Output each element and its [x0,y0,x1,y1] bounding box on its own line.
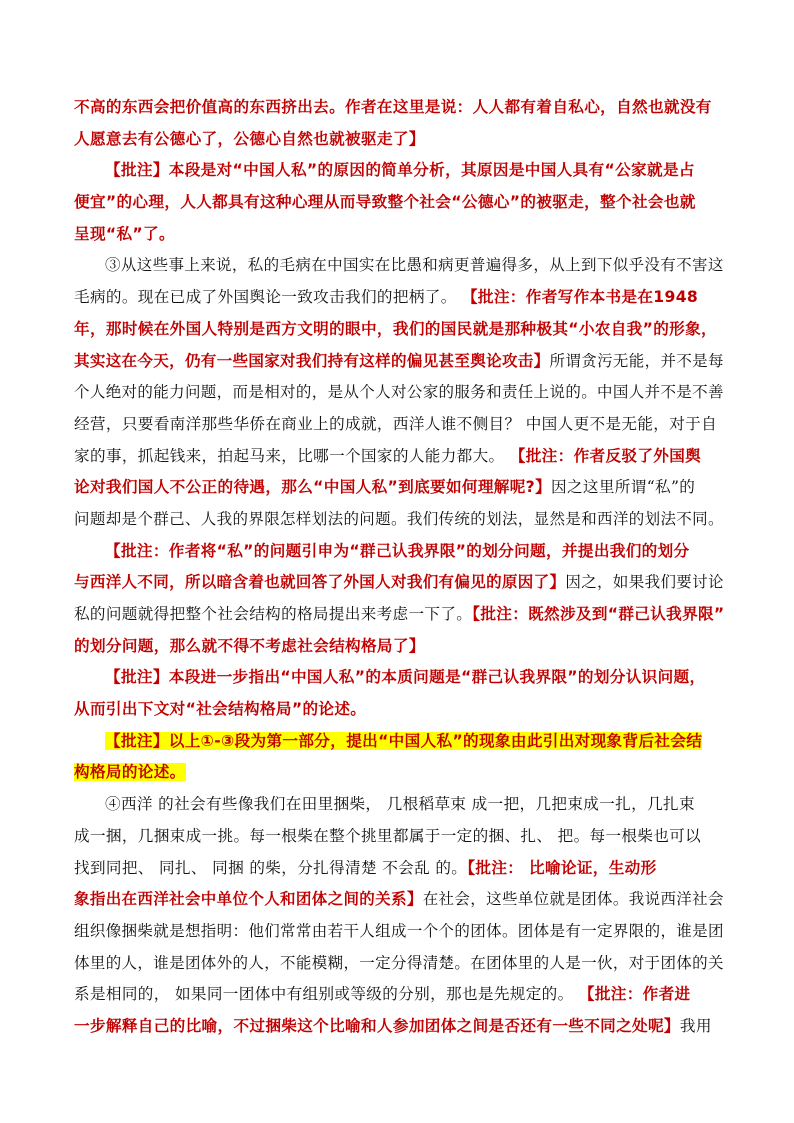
annotation-text: 【批注：作者进 [578,985,691,1004]
body-text: 体里的人，谁是团体外的人，不能模糊，一定分得清楚。在团体里的人是一伙，对于团体的关 [74,953,724,972]
body-text: 我用 [679,1016,712,1035]
text-line [74,409,724,441]
text-line [74,504,724,536]
text-line [74,662,724,694]
body-text: 在社会，这些单位就是团体。我说西洋社会 [422,890,724,909]
body-text: 私的问题就得把整个社会结构的格局提出来考虑一下了。 [74,605,473,623]
annotation-text: 年，那时候在外国人特别是西方文明的眼中，我们的国民就是那种极其“小农自我”的形象， [74,319,718,338]
text-line [74,219,724,251]
text-line [74,948,724,980]
text-line [74,155,724,187]
text-line [74,631,724,663]
annotation-text: 的划分问题，那么就不得不考虑社会结构格局了】 [74,636,425,655]
document-page [74,92,724,1043]
annotation-text: 【批注：作者写作本书是在1948 [461,288,699,307]
text-line [74,567,724,599]
text-line [74,789,724,821]
annotation-text: 其实这在今天，仍有一些国家对我们持有这样的偏见甚至舆论攻击】 [74,351,550,370]
annotation-text: 便宜”的心理，人人都具有这种心理从而导致整个社会“公德心”的被驱走，整个社会也就 [74,193,696,212]
annotation-text: 构格局的论述。 [74,763,186,782]
body-text: ④西洋 的社会有些像我们在田里捆柴， 几根稻草束 成一把，几把束成一扎，几扎束 [105,795,695,814]
body-text: 因之这里所谓“私”的 [551,478,696,497]
text-line [74,884,724,916]
annotation-text: 一步解释自己的比喻，不过捆柴这个比喻和人参加团体之间是否还有一些不同之处呢】 [74,1016,680,1035]
text-line [74,472,724,504]
annotation-text: 从而引出下文对“社会结构格局”的论述。 [74,700,367,719]
body-text: 因之，如果我们要讨论 [565,573,724,592]
annotation-text: 【批注】以上①-③段为第一部分，提出“中国人私”的现象由此引出对现象背后社会结 [105,731,703,750]
text-line [74,282,724,314]
text-line [74,853,724,885]
text-line [74,314,724,346]
text-line [74,916,724,948]
text-line [74,441,724,473]
annotation-text: 人愿意去有公德心了，公德心自然也就被驱走了】 [74,129,425,148]
body-text: ③从这些事上来说，私的毛病在中国实在比愚和病更普遍得多，从上到下似乎没有不害这 [105,256,724,275]
body-text: 成一捆，几捆束成一挑。每一根柴在整个挑里都属于一定的捆、扎、 把。每一根柴也可以 [74,826,702,845]
annotation-text: 与西洋人不同，所以暗含着也就回答了外国人对我们有偏见的原因了】 [74,573,566,592]
text-line [74,250,724,282]
body-text: 组织像捆柴就是想指明：他们常常由若干人组成一个个的团体。团体是有一定界限的，谁是团 [74,921,724,940]
annotation-text: 呈现“私”了。 [74,224,175,243]
annotation-text: 【批注： 比喻论证，生动形 [467,858,657,877]
text-line [74,694,724,726]
body-text: 找到同把、 同扎、 同捆 的柴，分扎得清楚 不会乱 的。 [74,858,468,877]
text-line [74,536,724,568]
body-text: 问题却是个群己、人我的界限怎样划法的问题。我们传统的划法，显然是和西洋的划法不同。 [74,509,724,528]
annotation-text: 【批注】本段进一步指出“中国人私”的本质问题是“群己认我界限”的划分认识问题， [105,668,706,687]
text-line [74,821,724,853]
body-text: 经营，只要看南洋那些华侨在商业上的成就，西洋人谁不侧目？ 中国人更不是无能，对于自 [74,414,718,433]
text-line [74,757,724,789]
body-text: 家的事，抓起钱来，拍起马来，比哪一个国家的人能力都大。 [74,446,510,465]
body-text: 系是相同的， 如果同一团体中有组别或等级的分别，那也是先规定的。 [74,985,579,1004]
text-line [74,726,724,758]
annotation-text: 【批注：既然涉及到“群己认我界限” [472,605,725,623]
text-line [74,124,724,156]
annotation-text: 【批注：作者将“私”的问题引申为“群己认我界限”的划分问题，并提出我们的划分 [105,541,690,560]
annotation-text: 论对我们国人不公正的待遇，那么“中国人私”到底要如何理解呢?】 [74,478,552,497]
text-line [74,979,724,1011]
body-text: 个人绝对的能力问题，而是相对的，是从个人对公家的服务和责任上说的。中国人并不是不善 [74,383,724,402]
text-line [74,92,724,124]
text-line [74,346,724,378]
annotation-text: 【批注：作者反驳了外国舆 [509,446,702,465]
text-line [74,1011,724,1043]
text-line [74,599,724,631]
annotation-text: 象指出在西洋社会中单位个人和团体之间的关系】 [74,890,423,909]
annotation-text: 不高的东西会把价值高的东西挤出去。作者在这里是说：人人都有着自私心，自然也就没有 [74,98,712,116]
body-text: 毛病的。现在已成了外国舆论一致攻击我们的把柄了。 [74,288,462,307]
body-text: 所谓贪污无能，并不是每 [549,351,724,370]
text-line [74,187,724,219]
text-line [74,377,724,409]
annotation-text: 【批注】本段是对“中国人私”的原因的简单分析，其原因是中国人具有“公家就是占 [105,161,695,180]
